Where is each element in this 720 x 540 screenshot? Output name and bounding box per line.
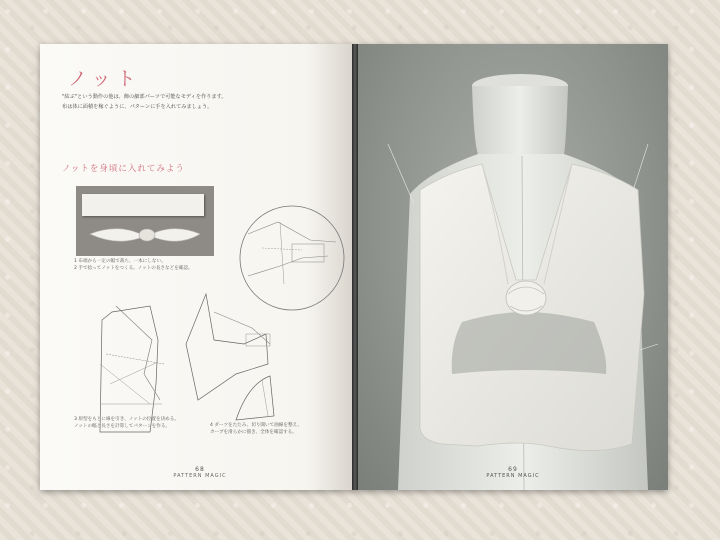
detail-circle-diagram (240, 206, 344, 310)
page-footer (150, 466, 250, 479)
caption-line: ノットの幅と長さを計算してパターンを作る。 (74, 424, 171, 429)
page-footer (458, 466, 568, 479)
caption-pattern-left (74, 416, 192, 430)
page-title: ノット (68, 68, 142, 90)
dress-form-illustration (358, 44, 668, 490)
footer-text: PATTERN MAGIC (173, 473, 227, 479)
section-subheading: ノットを身頃に入れてみよう (62, 164, 185, 174)
intro-line: "結ぶ"という動作の他は、飾の細部パーツで可能なモディを作ります。 (62, 94, 227, 100)
right-page-photo (358, 44, 668, 490)
caption-pattern-right (210, 422, 340, 436)
mannequin-neck (472, 74, 568, 154)
caption-line: 2 手で捻ってノットをつくる。ノットの長さなどを確認。 (74, 266, 193, 271)
caption-line: 1 布端から一定の幅で裁ち、一本にしない。 (74, 259, 166, 264)
bodice-pattern-left (100, 306, 164, 432)
open-book (40, 44, 668, 490)
intro-line: 布は体に面積を稼ぐように、パターンに手を入れてみましょう。 (62, 104, 213, 110)
caption-line: 3 原型をもとに線を引き、ノットの位置を決める。 (74, 417, 179, 422)
page-number: 68 (195, 466, 205, 473)
footer-text: PATTERN MAGIC (486, 473, 540, 479)
bodice-pattern-right (186, 294, 274, 420)
left-page (40, 44, 355, 490)
page-number: 69 (508, 466, 518, 473)
caption-line: カーブを滑らかに描き、全体を確認する。 (210, 430, 297, 435)
caption-line: 4 ダーツをたたみ、切り開いて曲線を整え、 (210, 423, 303, 428)
